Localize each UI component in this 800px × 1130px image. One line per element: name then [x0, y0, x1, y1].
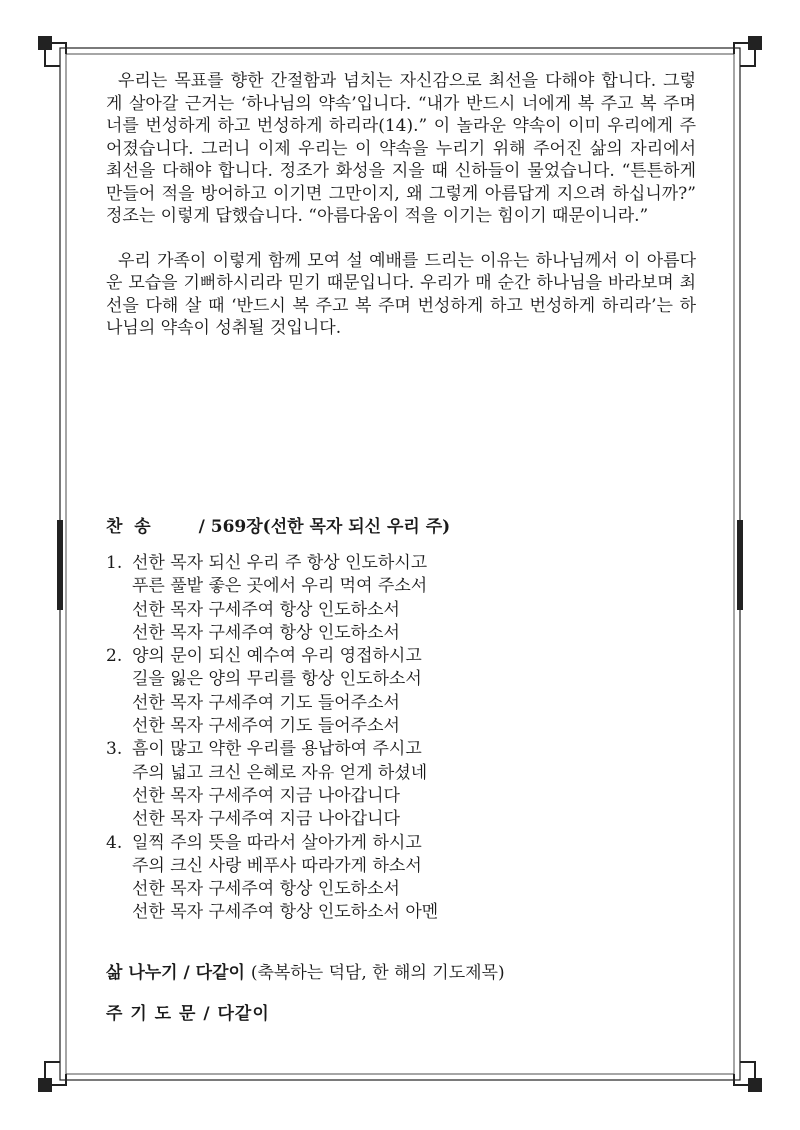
hymn-line: 선한 목자 구세주여 지금 나아갑니다 [132, 809, 400, 830]
hymn-heading-title: / 569장(선한 목자 되신 우리 주) [198, 517, 451, 537]
verse-number: 3. [106, 739, 123, 760]
hymn-verse [106, 645, 666, 738]
prayer-heading: 주 기 도 문 / 다같이 [106, 1004, 270, 1024]
hymn-heading-label: 찬 송 [106, 517, 151, 537]
hymn-heading [106, 512, 450, 537]
hymn-line: 선한 목자 구세주여 지금 나아갑니다 [132, 785, 400, 806]
hymn-lyrics [106, 552, 666, 925]
hymn-line: 선한 목자 구세주여 항상 인도하소서 [132, 879, 400, 900]
hymn-line-text: 양의 문이 되신 예수여 우리 영접하시고 [132, 646, 422, 667]
hymn-line: 선한 목자 구세주여 항상 인도하소서 [132, 622, 400, 643]
hymn-verse [106, 832, 666, 925]
hymn-line: 주의 넓고 크신 은혜로 자유 얻게 하셨네 [132, 762, 428, 783]
hymn-line: 선한 목자 구세주여 기도 들어주소서 [132, 692, 400, 713]
paragraph: 우리는 목표를 향한 간절함과 넘치는 자신감으로 최선을 다해야 합니다. 그렇게 살아갈 근거는 ‘하나님의 약속’입니다. “내가 반드시 너에게 복 주고 복 주며 너를 번성하게 하고 번성하게 하리라(14).” 이 놀라운 약속이 이미 우리에게 주어졌습니다. 그러니 이제 우리는 이 약속을 누리기 위해 주어진 삶의 자리에서 최선을 다해야 합니다. 정조가 화성을 지을 때 신하들이 물었습니다. “튼튼하게 만들어 적을 방어하고 이기면 그만이지, 왜 그렇게 아름답게 지으려 하십니까?” 정조는 이렇게 답했습니다. “아름다움이 적을 이기는 힘이기 때문이니라.” [106, 71, 696, 226]
hymn-line: 선한 목자 구세주여 항상 인도하소서 [132, 599, 400, 620]
hymn-line [106, 832, 666, 855]
hymn-line [106, 552, 666, 575]
share-heading-title: 삶 나누기 / 다같이 [106, 963, 245, 983]
hymn-line: 선한 목자 구세주여 항상 인도하소서 아멘 [132, 902, 439, 923]
hymn-line: 선한 목자 구세주여 기도 들어주소서 [132, 716, 400, 737]
hymn-line-text: 일찍 주의 뜻을 따라서 살아가게 하시고 [132, 832, 422, 853]
hymn-verse [106, 552, 666, 645]
hymn-line-text: 흠이 많고 약한 우리를 용납하여 주시고 [132, 739, 422, 760]
share-heading-note: (축복하는 덕담, 한 해의 기도제목) [250, 963, 505, 983]
hymn-line [106, 738, 666, 761]
hymn-line: 푸른 풀밭 좋은 곳에서 우리 먹여 주소서 [132, 576, 428, 597]
paragraph: 우리 가족이 이렇게 함께 모여 설 예배를 드리는 이유는 하나님께서 이 아름다운 모습을 기뻐하시리라 믿기 때문입니다. 우리가 매 순간 하나님을 바라보며 최선을 다해 살 때 ‘반드시 복 주고 복 주며 번성하게 하고 번성하게 하리라’는 하나님의 약속이 성취될 것입니다. [106, 250, 696, 338]
verse-number: 4. [106, 832, 123, 853]
share-heading [106, 958, 505, 983]
hymn-line: 길을 잃은 양의 무리를 항상 인도하소서 [132, 669, 422, 690]
hymn-verse [106, 738, 666, 831]
verse-number: 1. [106, 553, 123, 573]
hymn-line-text: 선한 목자 되신 우리 주 항상 인도하시고 [132, 553, 428, 573]
verse-number: 2. [106, 646, 123, 667]
hymn-line: 주의 크신 사랑 베푸사 따라가게 하소서 [132, 855, 422, 876]
sermon-body [106, 70, 696, 340]
hymn-line [106, 645, 666, 668]
